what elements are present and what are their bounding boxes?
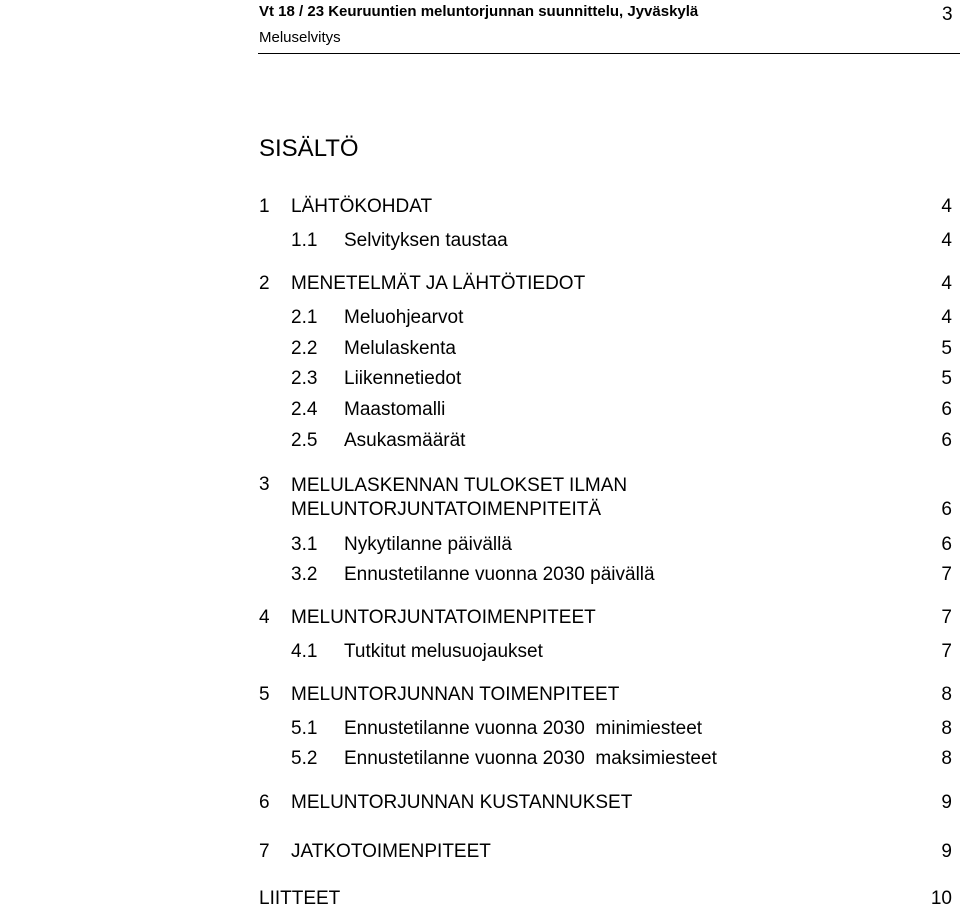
toc-entry-number: 4	[259, 607, 270, 628]
toc-entry-5-2[interactable]	[0, 747, 960, 771]
toc-entry-title-line1: MELULASKENNAN TULOKSET ILMAN	[291, 475, 628, 496]
toc-entry-title: Liikennetiedot	[344, 368, 462, 389]
toc-entry-2-4[interactable]	[0, 398, 960, 422]
toc-entry-number: 3.1	[291, 534, 318, 555]
toc-entry-4[interactable]	[0, 606, 960, 630]
toc-entry-number: 3	[259, 474, 270, 495]
toc-entry-title: LIITTEET	[259, 888, 341, 909]
toc-entry-5[interactable]	[0, 683, 960, 707]
toc-entry-appendices[interactable]	[0, 887, 960, 911]
toc-entry-title: Nykytilanne päivällä	[344, 534, 512, 555]
toc-entry-page: 7	[941, 607, 952, 628]
toc-entry-page: 7	[941, 564, 952, 585]
toc-entry-2-2[interactable]	[0, 337, 960, 361]
toc-entry-page: 10	[930, 888, 952, 909]
toc-entry-page: 9	[941, 841, 952, 862]
toc-entry-number: 5.1	[291, 718, 318, 739]
toc-entry-title: Asukasmäärät	[344, 430, 466, 451]
toc-entry-number: 2.4	[291, 399, 318, 420]
toc-entry-page: 6	[941, 534, 952, 555]
toc-entry-title: Ennustetilanne vuonna 2030 päivällä	[344, 564, 655, 585]
toc-entry-number: 4.1	[291, 641, 318, 662]
toc-heading: SISÄLTÖ	[259, 135, 359, 162]
toc-entry-number: 2.1	[291, 307, 318, 328]
toc-entry-number: 2.3	[291, 368, 318, 389]
toc-entry-number: 6	[259, 792, 270, 813]
toc-entry-number: 1.1	[291, 230, 318, 251]
toc-entry-title: MELUNTORJUNNAN KUSTANNUKSET	[291, 792, 633, 813]
toc-entry-page: 6	[941, 499, 952, 520]
toc-entry-1[interactable]	[0, 195, 960, 219]
toc-entry-3[interactable]	[0, 473, 960, 523]
toc-entry-number: 2.5	[291, 430, 318, 451]
toc-entry-7[interactable]	[0, 840, 960, 864]
toc-entry-3-2[interactable]	[0, 563, 960, 587]
toc-entry-title-line2: MELUNTORJUNTATOIMENPITEITÄ	[291, 499, 602, 520]
toc-entry-number: 5.2	[291, 748, 318, 769]
toc-entry-page: 5	[941, 338, 952, 359]
toc-entry-title: MENETELMÄT JA LÄHTÖTIEDOT	[291, 273, 586, 294]
toc-entry-title: Meluohjearvot	[344, 307, 464, 328]
toc-entry-title: JATKOTOIMENPITEET	[291, 841, 491, 862]
toc-entry-page: 6	[941, 430, 952, 451]
toc-entry-number: 1	[259, 196, 270, 217]
toc-entry-number: 3.2	[291, 564, 318, 585]
toc-entry-page: 7	[941, 641, 952, 662]
toc-entry-page: 5	[941, 368, 952, 389]
toc-entry-page: 4	[941, 230, 952, 251]
toc-entry-title: Ennustetilanne vuonna 2030 maksimiesteet	[344, 748, 717, 769]
document-subtitle: Meluselvitys	[259, 29, 341, 46]
toc-entry-title: LÄHTÖKOHDAT	[291, 196, 433, 217]
toc-entry-title: MELUNTORJUNNAN TOIMENPITEET	[291, 684, 620, 705]
toc-entry-page: 8	[941, 718, 952, 739]
document-title: Vt 18 / 23 Keuruuntien meluntorjunnan suunnittelu, Jyväskylä	[259, 3, 699, 20]
page-number: 3	[942, 4, 953, 25]
toc-entry-number: 2.2	[291, 338, 318, 359]
toc-entry-number: 5	[259, 684, 270, 705]
toc-entry-title: Maastomalli	[344, 399, 446, 420]
toc-entry-number: 7	[259, 841, 270, 862]
toc-entry-number: 2	[259, 273, 270, 294]
toc-entry-title: Melulaskenta	[344, 338, 456, 359]
toc-entry-title: Ennustetilanne vuonna 2030 minimiesteet	[344, 718, 703, 739]
toc-entry-6[interactable]	[0, 791, 960, 815]
toc-entry-title: MELUNTORJUNTATOIMENPITEET	[291, 607, 596, 628]
toc-entry-title: Selvityksen taustaa	[344, 230, 508, 251]
toc-entry-4-1[interactable]	[0, 640, 960, 664]
toc-entry-page: 9	[941, 792, 952, 813]
toc-entry-page: 4	[941, 273, 952, 294]
toc-entry-2[interactable]	[0, 272, 960, 296]
toc-entry-page: 6	[941, 399, 952, 420]
toc-entry-2-3[interactable]	[0, 367, 960, 391]
toc-entry-5-1[interactable]	[0, 717, 960, 741]
toc-entry-page: 4	[941, 196, 952, 217]
toc-entry-2-5[interactable]	[0, 429, 960, 453]
toc-entry-3-1[interactable]	[0, 533, 960, 557]
toc-entry-page: 8	[941, 748, 952, 769]
toc-entry-2-1[interactable]	[0, 306, 960, 330]
toc-entry-1-1[interactable]	[0, 229, 960, 253]
toc-entry-title: Tutkitut melusuojaukset	[344, 641, 543, 662]
toc-entry-page: 8	[941, 684, 952, 705]
toc-entry-page: 4	[941, 307, 952, 328]
